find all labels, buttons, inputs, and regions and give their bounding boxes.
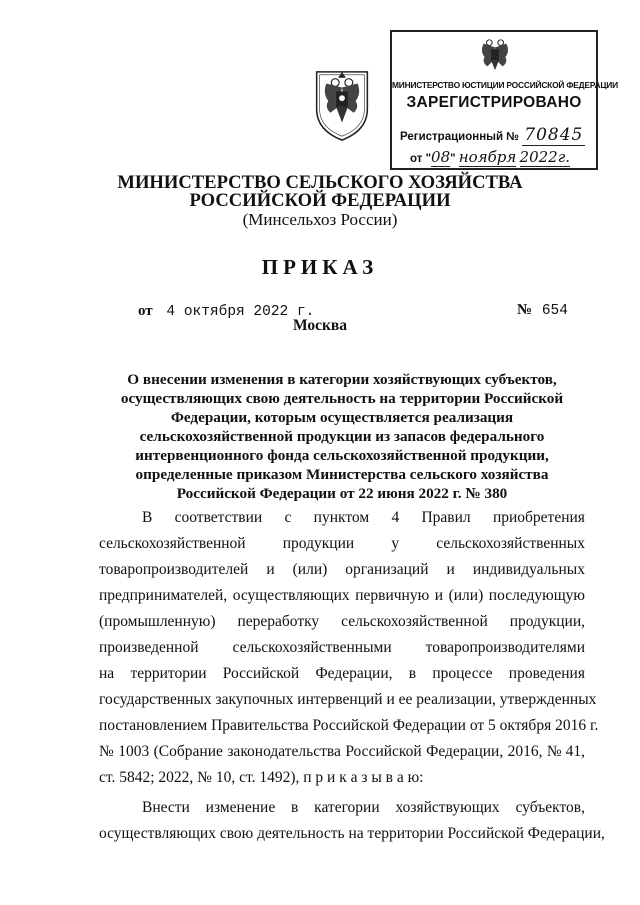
body-word: Федерации, xyxy=(426,743,504,760)
body-line xyxy=(99,691,597,709)
body-word: 2016, xyxy=(507,743,543,760)
body-word: и xyxy=(446,561,455,578)
order-title: ПРИКАЗ xyxy=(261,255,379,279)
body-word: последующую xyxy=(488,587,585,604)
subject-line: Российской Федерации от 22 июня 2022 г. № 380 xyxy=(176,485,508,502)
body-word: постановлением Правительства Российской Федерации от 5 октября 2016 г. xyxy=(99,717,599,734)
subject-line: осуществляющих свою деятельность на территории Российской xyxy=(120,390,564,407)
registration-stamp xyxy=(390,30,618,170)
body-word: продукции, xyxy=(509,613,585,630)
body-word: осуществляющих xyxy=(232,587,350,604)
body-word: государственных закупочных интервенций и ее реализации, утвержденных xyxy=(99,691,597,708)
body-word: у xyxy=(391,535,400,552)
body-word: пунктом xyxy=(313,509,370,526)
body-word: в xyxy=(291,799,299,816)
body-word: организаций xyxy=(345,561,429,578)
body-word: № 41, xyxy=(546,743,585,760)
subject-line: О внесении изменения в категории хозяйствующих субъектов, xyxy=(127,371,557,388)
body-word: № xyxy=(99,743,114,760)
body-word: сельскохозяйственной xyxy=(341,613,488,630)
body-word: (промышленную) xyxy=(99,613,216,630)
body-word: ст. 5842; 2022, № 10, ст. 1492), п р и к а з ы в а ю: xyxy=(99,769,424,786)
body-line xyxy=(142,799,585,817)
body-word: переработку xyxy=(237,613,320,630)
body-word: в xyxy=(408,665,417,682)
body-line xyxy=(99,743,585,761)
stamp-date-day: 08 xyxy=(431,148,451,166)
body-word: категории xyxy=(314,799,380,816)
body-word: продукции xyxy=(282,535,355,552)
body-word: сельскохозяйственной xyxy=(99,535,246,552)
body-word: соответствии xyxy=(174,509,263,526)
coat-of-arms-emblem xyxy=(303,66,381,144)
body-line xyxy=(99,639,585,657)
body-word: Российской xyxy=(222,665,300,682)
body-word: и xyxy=(434,587,444,604)
body-word: изменение xyxy=(205,799,276,816)
body-line xyxy=(99,561,585,579)
body-word: сельскохозяйственных xyxy=(436,535,585,552)
body-line xyxy=(99,535,585,553)
order-number-value: 654 xyxy=(541,303,568,319)
order-date-value: 4 октября 2022 г. xyxy=(166,304,315,320)
body-word: Федерации, xyxy=(315,665,393,682)
body-word: территории xyxy=(130,665,207,682)
body-word: приобретения xyxy=(492,509,585,526)
stamp-reg-number-handwritten: 70845 xyxy=(524,125,584,145)
body-word: 1003 xyxy=(118,743,150,760)
body-word: Правил xyxy=(421,509,471,526)
subject-line: интервенционного фонда сельскохозяйственной продукции, xyxy=(135,447,549,464)
stamp-reg-label: Регистрационный № xyxy=(400,131,520,143)
body-word: (или) xyxy=(292,561,328,578)
body-line xyxy=(99,665,585,683)
body-line xyxy=(142,509,585,527)
ministry-name-line2: РОССИЙСКОЙ ФЕДЕРАЦИИ xyxy=(189,190,451,211)
body-word: Российской xyxy=(345,743,422,760)
stamp-date-prefix: от " xyxy=(410,153,432,165)
body-word: на xyxy=(99,665,115,682)
ministry-name-line1: МИНИСТЕРСТВО СЕЛЬСКОГО ХОЗЯЙСТВА xyxy=(117,172,523,193)
body-word: первичную xyxy=(355,587,430,604)
body-word: товаропроизводителями xyxy=(425,639,585,656)
body-word: произведенной xyxy=(99,639,199,656)
stamp-registration-number xyxy=(400,125,585,145)
order-date-label: от xyxy=(138,303,153,319)
body-word: и xyxy=(266,561,275,578)
order-subject xyxy=(100,370,584,503)
body-word: 4 xyxy=(391,509,400,526)
order-number-label: № xyxy=(517,302,533,318)
body-word: индивидуальных xyxy=(472,561,585,578)
body-line xyxy=(99,825,605,843)
body-word: сельскохозяйственными xyxy=(232,639,392,656)
body-word: с xyxy=(284,509,292,526)
body-word: хозяйствующих xyxy=(395,799,500,816)
body-word: проведения xyxy=(508,665,585,682)
body-line xyxy=(99,613,585,631)
body-word: осуществляющих свою деятельность на территории Российской Федерации, xyxy=(99,825,605,842)
body-word: законодательства xyxy=(227,743,341,760)
body-line xyxy=(99,769,585,787)
subject-line: сельскохозяйственной продукции из запасов федерального xyxy=(139,428,545,445)
stamp-emblem-icon xyxy=(476,36,514,72)
stamp-date-quote: " xyxy=(450,153,456,165)
body-word: (или) xyxy=(448,587,484,604)
body-word: Внести xyxy=(142,799,190,816)
body-word: предпринимателей, xyxy=(99,587,228,604)
subject-line: Федерации, которым осуществляется реализация xyxy=(170,409,514,426)
stamp-date-month: ноября xyxy=(458,148,517,166)
stamp-registered-label: ЗАРЕГИСТРИРОВАНО xyxy=(406,94,582,111)
body-word: товаропроизводителей xyxy=(99,561,249,578)
ministry-short-name: (Минсельхоз России) xyxy=(242,210,398,229)
body-word: В xyxy=(142,509,153,526)
body-word: субъектов, xyxy=(515,799,585,816)
subject-line: определенные приказом Министерства сельского хозяйства xyxy=(135,466,549,483)
body-line xyxy=(99,587,585,605)
body-line xyxy=(99,717,599,735)
body-word: (Собрание xyxy=(153,743,223,760)
order-city: Москва xyxy=(292,317,348,334)
stamp-date xyxy=(410,148,570,166)
stamp-date-year: 2022г. xyxy=(519,148,571,166)
stamp-ministry-name: МИНИСТЕРСТВО ЮСТИЦИИ РОССИЙСКОЙ ФЕДЕРАЦИИ xyxy=(392,80,618,90)
body-word: процессе xyxy=(432,665,493,682)
